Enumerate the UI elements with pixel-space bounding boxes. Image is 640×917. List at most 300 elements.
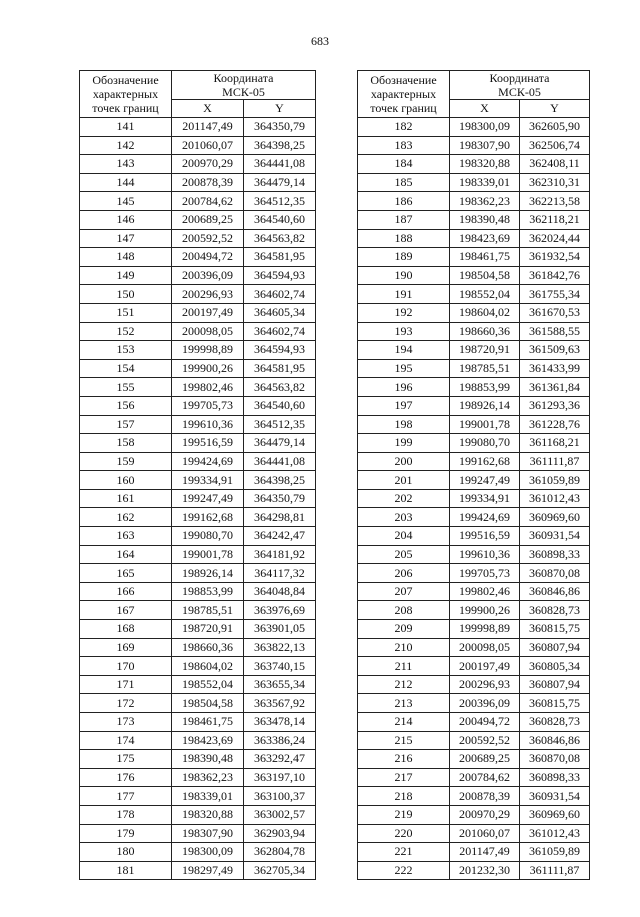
table-row bbox=[358, 266, 590, 285]
x-coordinate-cell: 198720,91 bbox=[450, 341, 520, 360]
point-number-cell: 192 bbox=[358, 303, 450, 322]
y-coordinate-cell: 360807,94 bbox=[520, 638, 590, 657]
y-coordinate-cell: 361361,84 bbox=[520, 378, 590, 397]
point-number-cell: 190 bbox=[358, 266, 450, 285]
table-row bbox=[358, 675, 590, 694]
y-coordinate-cell: 363002,57 bbox=[244, 805, 316, 824]
point-number-cell: 145 bbox=[80, 192, 172, 211]
y-coordinate-cell: 363901,05 bbox=[244, 620, 316, 639]
x-coordinate-cell: 199610,36 bbox=[172, 415, 244, 434]
page-number: 683 bbox=[311, 34, 329, 48]
point-label-header bbox=[80, 71, 172, 118]
y-coordinate-cell: 360870,08 bbox=[520, 750, 590, 769]
point-number-cell: 196 bbox=[358, 378, 450, 397]
y-coordinate-cell: 362408,11 bbox=[520, 155, 590, 174]
x-coordinate-cell: 200970,29 bbox=[172, 155, 244, 174]
x-coordinate-cell: 198362,23 bbox=[450, 192, 520, 211]
x-coordinate-cell: 198300,09 bbox=[172, 843, 244, 862]
table-row bbox=[80, 527, 316, 546]
table-row bbox=[80, 303, 316, 322]
table-row bbox=[358, 564, 590, 583]
point-number-cell: 147 bbox=[80, 229, 172, 248]
point-number-cell: 176 bbox=[80, 768, 172, 787]
y-coordinate-cell: 360807,94 bbox=[520, 675, 590, 694]
y-coordinate-cell: 362506,74 bbox=[520, 136, 590, 155]
x-coordinate-cell: 198785,51 bbox=[172, 601, 244, 620]
y-coordinate-cell: 361509,63 bbox=[520, 341, 590, 360]
table-row bbox=[80, 750, 316, 769]
point-number-cell: 212 bbox=[358, 675, 450, 694]
table-row bbox=[358, 136, 590, 155]
x-coordinate-cell: 199802,46 bbox=[450, 582, 520, 601]
table-row bbox=[358, 601, 590, 620]
x-coordinate-cell: 200970,29 bbox=[450, 805, 520, 824]
x-coordinate-cell: 200296,93 bbox=[172, 285, 244, 304]
x-coordinate-cell: 198339,01 bbox=[172, 787, 244, 806]
point-number-cell: 174 bbox=[80, 731, 172, 750]
x-coordinate-cell: 199080,70 bbox=[450, 434, 520, 453]
table-row bbox=[80, 545, 316, 564]
x-header: X bbox=[450, 100, 520, 118]
x-coordinate-cell: 199001,78 bbox=[172, 545, 244, 564]
x-coordinate-cell: 199247,49 bbox=[172, 489, 244, 508]
point-number-cell: 187 bbox=[358, 210, 450, 229]
y-coordinate-cell: 361012,43 bbox=[520, 824, 590, 843]
y-coordinate-cell: 360846,86 bbox=[520, 731, 590, 750]
x-coordinate-cell: 198504,58 bbox=[172, 694, 244, 713]
table-row bbox=[358, 768, 590, 787]
y-coordinate-cell: 364602,74 bbox=[244, 322, 316, 341]
y-coordinate-cell: 360815,75 bbox=[520, 620, 590, 639]
x-coordinate-cell: 198461,75 bbox=[450, 248, 520, 267]
table-row bbox=[80, 638, 316, 657]
y-coordinate-cell: 360898,33 bbox=[520, 768, 590, 787]
y-coordinate-cell: 360898,33 bbox=[520, 545, 590, 564]
x-coordinate-cell: 200689,25 bbox=[172, 210, 244, 229]
y-coordinate-cell: 364563,82 bbox=[244, 378, 316, 397]
x-coordinate-cell: 199334,91 bbox=[172, 471, 244, 490]
x-coordinate-cell: 200494,72 bbox=[172, 248, 244, 267]
y-header: Y bbox=[244, 100, 316, 118]
x-coordinate-cell: 200098,05 bbox=[172, 322, 244, 341]
y-coordinate-cell: 363655,34 bbox=[244, 675, 316, 694]
point-number-cell: 204 bbox=[358, 527, 450, 546]
table-row bbox=[80, 713, 316, 732]
header-line: Обозначение bbox=[370, 73, 437, 87]
point-number-cell: 208 bbox=[358, 601, 450, 620]
x-coordinate-cell: 198926,14 bbox=[172, 564, 244, 583]
point-number-cell: 150 bbox=[80, 285, 172, 304]
point-number-cell: 191 bbox=[358, 285, 450, 304]
table-row bbox=[358, 545, 590, 564]
point-number-cell: 180 bbox=[80, 843, 172, 862]
table-row bbox=[358, 805, 590, 824]
point-number-cell: 162 bbox=[80, 508, 172, 527]
point-number-cell: 161 bbox=[80, 489, 172, 508]
table-row bbox=[358, 694, 590, 713]
point-number-cell: 186 bbox=[358, 192, 450, 211]
table-row bbox=[80, 266, 316, 285]
y-coordinate-cell: 362605,90 bbox=[520, 118, 590, 137]
table-row bbox=[358, 713, 590, 732]
y-coordinate-cell: 362705,34 bbox=[244, 861, 316, 880]
y-coordinate-cell: 364350,79 bbox=[244, 118, 316, 137]
point-number-cell: 195 bbox=[358, 359, 450, 378]
table-row bbox=[80, 564, 316, 583]
y-coordinate-cell: 361842,76 bbox=[520, 266, 590, 285]
point-number-cell: 173 bbox=[80, 713, 172, 732]
x-coordinate-cell: 199001,78 bbox=[450, 415, 520, 434]
x-coordinate-cell: 201147,49 bbox=[172, 118, 244, 137]
x-coordinate-cell: 199424,69 bbox=[172, 452, 244, 471]
y-coordinate-cell: 361059,89 bbox=[520, 471, 590, 490]
x-coordinate-cell: 201147,49 bbox=[450, 843, 520, 862]
x-coordinate-cell: 199162,68 bbox=[450, 452, 520, 471]
point-number-cell: 159 bbox=[80, 452, 172, 471]
point-number-cell: 218 bbox=[358, 787, 450, 806]
x-coordinate-cell: 198297,49 bbox=[172, 861, 244, 880]
table-row bbox=[80, 805, 316, 824]
x-coordinate-cell: 200197,49 bbox=[172, 303, 244, 322]
x-coordinate-cell: 198720,91 bbox=[172, 620, 244, 639]
table-row bbox=[358, 843, 590, 862]
y-coordinate-cell: 364350,79 bbox=[244, 489, 316, 508]
table-row bbox=[80, 508, 316, 527]
y-coordinate-cell: 360828,73 bbox=[520, 601, 590, 620]
table-row bbox=[358, 861, 590, 880]
header-line: характерных bbox=[370, 87, 437, 101]
x-coordinate-cell: 198300,09 bbox=[450, 118, 520, 137]
table-row bbox=[80, 434, 316, 453]
x-coordinate-cell: 198362,23 bbox=[172, 768, 244, 787]
table-row bbox=[80, 824, 316, 843]
table-row bbox=[80, 359, 316, 378]
y-coordinate-cell: 364117,32 bbox=[244, 564, 316, 583]
table-row bbox=[80, 843, 316, 862]
y-coordinate-cell: 362024,44 bbox=[520, 229, 590, 248]
table-row bbox=[358, 396, 590, 415]
point-number-cell: 155 bbox=[80, 378, 172, 397]
table-row bbox=[80, 341, 316, 360]
x-coordinate-cell: 200784,62 bbox=[450, 768, 520, 787]
y-coordinate-cell: 361588,55 bbox=[520, 322, 590, 341]
y-coordinate-cell: 360846,86 bbox=[520, 582, 590, 601]
table-row bbox=[80, 861, 316, 880]
point-number-cell: 193 bbox=[358, 322, 450, 341]
x-coordinate-cell: 198853,99 bbox=[172, 582, 244, 601]
table-row bbox=[80, 657, 316, 676]
point-number-cell: 178 bbox=[80, 805, 172, 824]
y-coordinate-cell: 364540,60 bbox=[244, 210, 316, 229]
y-coordinate-cell: 361111,87 bbox=[520, 452, 590, 471]
coordinate-header bbox=[172, 71, 316, 100]
point-number-cell: 179 bbox=[80, 824, 172, 843]
table-row bbox=[358, 341, 590, 360]
table-row bbox=[358, 638, 590, 657]
x-coordinate-cell: 200494,72 bbox=[450, 713, 520, 732]
point-number-cell: 158 bbox=[80, 434, 172, 453]
x-coordinate-cell: 200197,49 bbox=[450, 657, 520, 676]
y-coordinate-cell: 363100,37 bbox=[244, 787, 316, 806]
y-coordinate-cell: 364479,14 bbox=[244, 434, 316, 453]
y-coordinate-cell: 360931,54 bbox=[520, 527, 590, 546]
coordinate-header bbox=[450, 71, 590, 100]
point-number-cell: 157 bbox=[80, 415, 172, 434]
table-row bbox=[358, 359, 590, 378]
y-coordinate-cell: 363292,47 bbox=[244, 750, 316, 769]
table-row bbox=[358, 322, 590, 341]
x-coordinate-cell: 200296,93 bbox=[450, 675, 520, 694]
y-coordinate-cell: 364540,60 bbox=[244, 396, 316, 415]
point-number-cell: 220 bbox=[358, 824, 450, 843]
table-row bbox=[358, 508, 590, 527]
y-coordinate-cell: 361755,34 bbox=[520, 285, 590, 304]
y-coordinate-cell: 364441,08 bbox=[244, 155, 316, 174]
y-coordinate-cell: 360870,08 bbox=[520, 564, 590, 583]
table-row bbox=[80, 768, 316, 787]
x-coordinate-cell: 198660,36 bbox=[450, 322, 520, 341]
point-number-cell: 188 bbox=[358, 229, 450, 248]
x-coordinate-cell: 198307,90 bbox=[172, 824, 244, 843]
point-number-cell: 165 bbox=[80, 564, 172, 583]
point-number-cell: 149 bbox=[80, 266, 172, 285]
x-coordinate-cell: 198926,14 bbox=[450, 396, 520, 415]
point-number-cell: 206 bbox=[358, 564, 450, 583]
x-coordinate-cell: 199080,70 bbox=[172, 527, 244, 546]
point-number-cell: 217 bbox=[358, 768, 450, 787]
x-coordinate-cell: 199424,69 bbox=[450, 508, 520, 527]
x-coordinate-cell: 199900,26 bbox=[172, 359, 244, 378]
point-number-cell: 154 bbox=[80, 359, 172, 378]
y-coordinate-cell: 364242,47 bbox=[244, 527, 316, 546]
x-coordinate-cell: 200592,52 bbox=[172, 229, 244, 248]
x-coordinate-cell: 198461,75 bbox=[172, 713, 244, 732]
table-row bbox=[358, 527, 590, 546]
header-line: МСК-05 bbox=[498, 85, 541, 99]
x-coordinate-cell: 198320,88 bbox=[450, 155, 520, 174]
x-coordinate-cell: 198423,69 bbox=[172, 731, 244, 750]
x-coordinate-cell: 199516,59 bbox=[172, 434, 244, 453]
coordinates-table-left bbox=[79, 70, 316, 880]
y-coordinate-cell: 362903,94 bbox=[244, 824, 316, 843]
x-coordinate-cell: 200784,62 bbox=[172, 192, 244, 211]
point-number-cell: 175 bbox=[80, 750, 172, 769]
table-row bbox=[358, 118, 590, 137]
point-number-cell: 168 bbox=[80, 620, 172, 639]
y-coordinate-cell: 363567,92 bbox=[244, 694, 316, 713]
y-coordinate-cell: 363478,14 bbox=[244, 713, 316, 732]
y-coordinate-cell: 364605,34 bbox=[244, 303, 316, 322]
point-number-cell: 164 bbox=[80, 545, 172, 564]
header-line: МСК-05 bbox=[222, 85, 265, 99]
table-row bbox=[80, 192, 316, 211]
y-coordinate-cell: 360969,60 bbox=[520, 508, 590, 527]
x-coordinate-cell: 201232,30 bbox=[450, 861, 520, 880]
table-row bbox=[80, 210, 316, 229]
table-row bbox=[80, 322, 316, 341]
y-coordinate-cell: 361433,99 bbox=[520, 359, 590, 378]
x-coordinate-cell: 200396,09 bbox=[450, 694, 520, 713]
y-coordinate-cell: 361670,53 bbox=[520, 303, 590, 322]
y-coordinate-cell: 364512,35 bbox=[244, 192, 316, 211]
y-coordinate-cell: 364479,14 bbox=[244, 173, 316, 192]
y-coordinate-cell: 364581,95 bbox=[244, 359, 316, 378]
point-number-cell: 156 bbox=[80, 396, 172, 415]
header-line: характерных bbox=[92, 87, 159, 101]
x-coordinate-cell: 199705,73 bbox=[172, 396, 244, 415]
point-number-cell: 222 bbox=[358, 861, 450, 880]
point-number-cell: 215 bbox=[358, 731, 450, 750]
y-coordinate-cell: 360815,75 bbox=[520, 694, 590, 713]
table-row bbox=[358, 657, 590, 676]
y-coordinate-cell: 363386,24 bbox=[244, 731, 316, 750]
x-coordinate-cell: 198390,48 bbox=[172, 750, 244, 769]
y-coordinate-cell: 364602,74 bbox=[244, 285, 316, 304]
y-coordinate-cell: 362118,21 bbox=[520, 210, 590, 229]
y-coordinate-cell: 362804,78 bbox=[244, 843, 316, 862]
table-row bbox=[358, 620, 590, 639]
table-row bbox=[80, 155, 316, 174]
point-number-cell: 142 bbox=[80, 136, 172, 155]
x-coordinate-cell: 198307,90 bbox=[450, 136, 520, 155]
x-coordinate-cell: 200878,39 bbox=[450, 787, 520, 806]
point-number-cell: 153 bbox=[80, 341, 172, 360]
y-coordinate-cell: 361012,43 bbox=[520, 489, 590, 508]
y-coordinate-cell: 361293,36 bbox=[520, 396, 590, 415]
point-number-cell: 210 bbox=[358, 638, 450, 657]
x-coordinate-cell: 200878,39 bbox=[172, 173, 244, 192]
point-number-cell: 202 bbox=[358, 489, 450, 508]
point-number-cell: 198 bbox=[358, 415, 450, 434]
point-number-cell: 221 bbox=[358, 843, 450, 862]
point-number-cell: 213 bbox=[358, 694, 450, 713]
y-coordinate-cell: 361168,21 bbox=[520, 434, 590, 453]
point-number-cell: 189 bbox=[358, 248, 450, 267]
point-number-cell: 172 bbox=[80, 694, 172, 713]
y-coordinate-cell: 360969,60 bbox=[520, 805, 590, 824]
x-header: X bbox=[172, 100, 244, 118]
x-coordinate-cell: 198320,88 bbox=[172, 805, 244, 824]
table-row bbox=[358, 303, 590, 322]
y-coordinate-cell: 364048,84 bbox=[244, 582, 316, 601]
table-row bbox=[80, 173, 316, 192]
x-coordinate-cell: 198660,36 bbox=[172, 638, 244, 657]
table-row bbox=[80, 675, 316, 694]
x-coordinate-cell: 198552,04 bbox=[450, 285, 520, 304]
point-number-cell: 169 bbox=[80, 638, 172, 657]
x-coordinate-cell: 198604,02 bbox=[450, 303, 520, 322]
point-number-cell: 177 bbox=[80, 787, 172, 806]
table-row bbox=[358, 824, 590, 843]
y-coordinate-cell: 364512,35 bbox=[244, 415, 316, 434]
table-row bbox=[358, 155, 590, 174]
y-coordinate-cell: 363197,10 bbox=[244, 768, 316, 787]
table-row bbox=[80, 248, 316, 267]
y-coordinate-cell: 361228,76 bbox=[520, 415, 590, 434]
point-number-cell: 200 bbox=[358, 452, 450, 471]
table-row bbox=[358, 378, 590, 397]
y-coordinate-cell: 364581,95 bbox=[244, 248, 316, 267]
coordinates-table-right bbox=[357, 70, 590, 880]
point-number-cell: 166 bbox=[80, 582, 172, 601]
table-row bbox=[358, 731, 590, 750]
x-coordinate-cell: 201060,07 bbox=[450, 824, 520, 843]
point-number-cell: 183 bbox=[358, 136, 450, 155]
y-coordinate-cell: 364181,92 bbox=[244, 545, 316, 564]
x-coordinate-cell: 198604,02 bbox=[172, 657, 244, 676]
point-number-cell: 146 bbox=[80, 210, 172, 229]
y-coordinate-cell: 362310,31 bbox=[520, 173, 590, 192]
point-number-cell: 197 bbox=[358, 396, 450, 415]
table-row bbox=[358, 285, 590, 304]
table-row bbox=[80, 118, 316, 137]
table-row bbox=[80, 471, 316, 490]
table-row bbox=[358, 248, 590, 267]
header-line: точек границ bbox=[92, 101, 159, 115]
point-number-cell: 167 bbox=[80, 601, 172, 620]
x-coordinate-cell: 198339,01 bbox=[450, 173, 520, 192]
y-coordinate-cell: 364563,82 bbox=[244, 229, 316, 248]
table-row bbox=[80, 601, 316, 620]
x-coordinate-cell: 200592,52 bbox=[450, 731, 520, 750]
x-coordinate-cell: 200098,05 bbox=[450, 638, 520, 657]
point-number-cell: 203 bbox=[358, 508, 450, 527]
y-coordinate-cell: 361059,89 bbox=[520, 843, 590, 862]
table-row bbox=[358, 229, 590, 248]
x-coordinate-cell: 199802,46 bbox=[172, 378, 244, 397]
y-coordinate-cell: 364594,93 bbox=[244, 341, 316, 360]
x-coordinate-cell: 198853,99 bbox=[450, 378, 520, 397]
y-header: Y bbox=[520, 100, 590, 118]
x-coordinate-cell: 199162,68 bbox=[172, 508, 244, 527]
x-coordinate-cell: 199610,36 bbox=[450, 545, 520, 564]
y-coordinate-cell: 361111,87 bbox=[520, 861, 590, 880]
x-coordinate-cell: 199900,26 bbox=[450, 601, 520, 620]
table-row bbox=[80, 396, 316, 415]
y-coordinate-cell: 364594,93 bbox=[244, 266, 316, 285]
point-number-cell: 207 bbox=[358, 582, 450, 601]
point-number-cell: 143 bbox=[80, 155, 172, 174]
table-row bbox=[358, 210, 590, 229]
point-number-cell: 141 bbox=[80, 118, 172, 137]
point-number-cell: 151 bbox=[80, 303, 172, 322]
y-coordinate-cell: 364398,25 bbox=[244, 471, 316, 490]
table-row bbox=[358, 787, 590, 806]
point-number-cell: 199 bbox=[358, 434, 450, 453]
y-coordinate-cell: 360805,34 bbox=[520, 657, 590, 676]
table-row bbox=[358, 434, 590, 453]
y-coordinate-cell: 364398,25 bbox=[244, 136, 316, 155]
point-number-cell: 144 bbox=[80, 173, 172, 192]
point-number-cell: 171 bbox=[80, 675, 172, 694]
x-coordinate-cell: 201060,07 bbox=[172, 136, 244, 155]
point-number-cell: 148 bbox=[80, 248, 172, 267]
y-coordinate-cell: 363822,13 bbox=[244, 638, 316, 657]
x-coordinate-cell: 199247,49 bbox=[450, 471, 520, 490]
y-coordinate-cell: 360931,54 bbox=[520, 787, 590, 806]
y-coordinate-cell: 360828,73 bbox=[520, 713, 590, 732]
table-row bbox=[358, 750, 590, 769]
table-row bbox=[358, 471, 590, 490]
table-row bbox=[80, 787, 316, 806]
table-row bbox=[358, 452, 590, 471]
table-row bbox=[80, 620, 316, 639]
table-row bbox=[80, 582, 316, 601]
table-row bbox=[358, 173, 590, 192]
table-row bbox=[80, 694, 316, 713]
x-coordinate-cell: 200396,09 bbox=[172, 266, 244, 285]
point-number-cell: 216 bbox=[358, 750, 450, 769]
